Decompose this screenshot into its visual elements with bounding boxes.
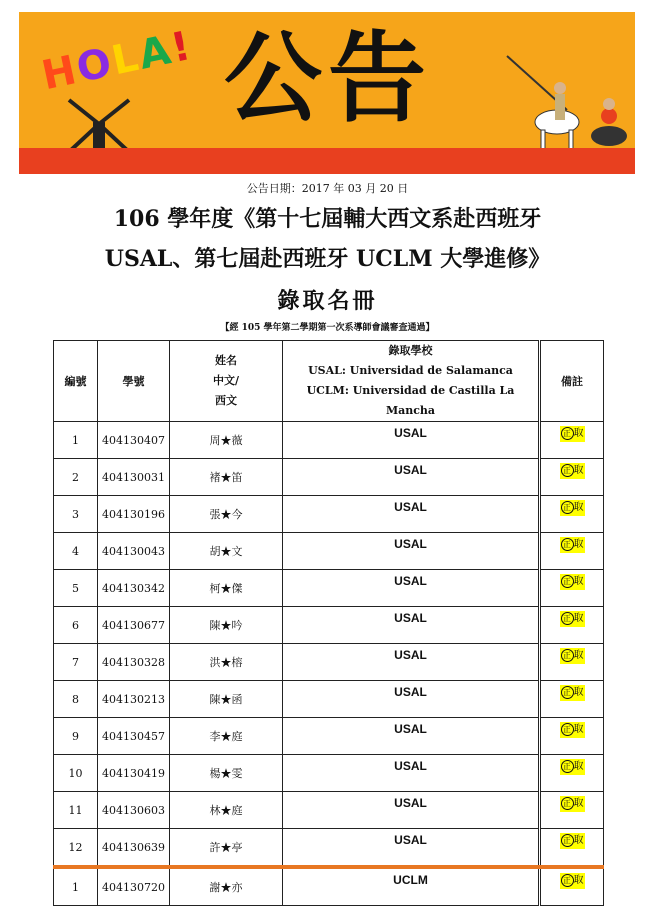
remark-text: 取: [573, 465, 584, 476]
admitted-badge: [560, 873, 585, 889]
table-row: [54, 755, 604, 792]
banner-red-band: [19, 148, 635, 174]
table-row: [54, 496, 604, 533]
row-remark: [540, 570, 604, 607]
row-remark: [540, 459, 604, 496]
circled-char-icon: 正: [561, 501, 574, 514]
row-number: 12: [54, 829, 98, 868]
circled-char-icon: 正: [561, 464, 574, 477]
row-number: 1: [54, 867, 98, 906]
row-name: 張★今: [170, 496, 283, 533]
page-title-line3: 錄取名冊: [277, 288, 378, 314]
table-header-row: [54, 341, 604, 422]
remark-text: 取: [573, 502, 584, 513]
row-name: 周★薇: [170, 422, 283, 459]
row-remark: [540, 533, 604, 570]
row-student-id: 404130407: [98, 422, 170, 459]
table-row: [54, 422, 604, 459]
row-school: USAL: [283, 607, 540, 644]
admitted-badge: [560, 537, 585, 553]
remark-text: 取: [573, 835, 584, 846]
table-row: [54, 533, 604, 570]
row-name: 洪★榕: [170, 644, 283, 681]
circled-char-icon: 正: [561, 834, 574, 847]
row-number: 2: [54, 459, 98, 496]
table-row: [54, 829, 604, 868]
remark-text: 取: [573, 576, 584, 587]
admitted-badge: [560, 426, 585, 442]
header-school-line1: 錄取學校: [388, 344, 433, 357]
row-remark: [540, 607, 604, 644]
don-quixote-illustration: [497, 50, 635, 160]
row-student-id: 404130031: [98, 459, 170, 496]
header-name-line3: 西文: [215, 394, 237, 407]
circled-char-icon: 正: [561, 723, 574, 736]
circled-char-icon: 正: [561, 427, 574, 440]
row-name: 林★庭: [170, 792, 283, 829]
circled-char-icon: 正: [561, 686, 574, 699]
row-remark: [540, 422, 604, 459]
row-name: 柯★傑: [170, 570, 283, 607]
row-number: 1: [54, 422, 98, 459]
header-name: [170, 341, 283, 422]
row-remark: [540, 496, 604, 533]
header-student-id: 學號: [98, 341, 170, 422]
remark-text: 取: [573, 724, 584, 735]
row-remark: [540, 792, 604, 829]
row-name: 許★亭: [170, 829, 283, 868]
admitted-badge: [560, 648, 585, 664]
row-student-id: 404130603: [98, 792, 170, 829]
remark-text: 取: [573, 613, 584, 624]
row-school: USAL: [283, 829, 540, 868]
table-row: [54, 681, 604, 718]
row-name: 胡★文: [170, 533, 283, 570]
circled-char-icon: 正: [561, 649, 574, 662]
row-school: USAL: [283, 422, 540, 459]
row-student-id: 404130043: [98, 533, 170, 570]
remark-text: 取: [573, 539, 584, 550]
admitted-badge: [560, 796, 585, 812]
row-student-id: 404130720: [98, 867, 170, 906]
row-name: 李★庭: [170, 718, 283, 755]
table-row: [54, 718, 604, 755]
row-school: USAL: [283, 755, 540, 792]
row-name: 謝★亦: [170, 867, 283, 906]
row-name: 楊★雯: [170, 755, 283, 792]
circled-char-icon: 正: [561, 538, 574, 551]
row-remark: [540, 867, 604, 906]
admission-list-table: [53, 340, 604, 906]
admitted-badge: [560, 759, 585, 775]
row-name: 陳★吟: [170, 607, 283, 644]
row-student-id: 404130213: [98, 681, 170, 718]
row-number: 11: [54, 792, 98, 829]
row-number: 3: [54, 496, 98, 533]
admitted-badge: [560, 574, 585, 590]
row-number: 9: [54, 718, 98, 755]
remark-text: 取: [573, 687, 584, 698]
row-student-id: 404130328: [98, 644, 170, 681]
admitted-badge: [560, 463, 585, 479]
row-number: 6: [54, 607, 98, 644]
table-row: [54, 607, 604, 644]
row-name: 陳★函: [170, 681, 283, 718]
announcement-banner: [19, 12, 635, 174]
table-row: [54, 867, 604, 906]
header-school-line2: USAL: Universidad de Salamanca: [308, 364, 513, 377]
header-school-line3: UCLM: Universidad de Castilla La Mancha: [306, 384, 515, 417]
row-school: USAL: [283, 681, 540, 718]
announcement-date: 公告日期：2017 年 03 月 20 日: [246, 182, 409, 195]
admitted-badge: [560, 833, 585, 849]
circled-char-icon: 正: [561, 760, 574, 773]
row-school: UCLM: [283, 867, 540, 906]
remark-text: 取: [573, 428, 584, 439]
row-school: USAL: [283, 792, 540, 829]
row-number: 7: [54, 644, 98, 681]
circled-char-icon: 正: [561, 612, 574, 625]
admitted-badge: [560, 611, 585, 627]
row-name: 褚★笛: [170, 459, 283, 496]
circled-char-icon: 正: [561, 797, 574, 810]
circled-char-icon: 正: [561, 575, 574, 588]
banner-title: 公告: [224, 22, 433, 136]
table-row: [54, 459, 604, 496]
approval-note: 【經 105 學年第二學期第一次系導師會議審查通過】: [220, 323, 435, 333]
remark-text: 取: [573, 761, 584, 772]
row-number: 4: [54, 533, 98, 570]
table-row: [54, 570, 604, 607]
row-remark: [540, 829, 604, 868]
row-remark: [540, 755, 604, 792]
header-number: 編號: [54, 341, 98, 422]
row-student-id: 404130639: [98, 829, 170, 868]
row-remark: [540, 681, 604, 718]
row-number: 8: [54, 681, 98, 718]
page-title-line2: USAL、第七屆赴西班牙 UCLM 大學進修》: [104, 246, 551, 272]
row-student-id: 404130419: [98, 755, 170, 792]
row-school: USAL: [283, 459, 540, 496]
row-student-id: 404130196: [98, 496, 170, 533]
row-student-id: 404130342: [98, 570, 170, 607]
row-remark: [540, 718, 604, 755]
table-row: [54, 644, 604, 681]
table-row: [54, 792, 604, 829]
header-name-line1: 姓名: [215, 354, 237, 367]
remark-text: 取: [573, 798, 584, 809]
row-number: 5: [54, 570, 98, 607]
header-name-line2: 中文/: [212, 374, 240, 387]
row-school: USAL: [283, 644, 540, 681]
page-title-line1: 106 學年度《第十七屆輔大西文系赴西班牙: [113, 206, 542, 232]
remark-text: 取: [573, 650, 584, 661]
header-remark: 備註: [540, 341, 604, 422]
row-school: USAL: [283, 533, 540, 570]
remark-text: 取: [573, 875, 584, 886]
row-student-id: 404130677: [98, 607, 170, 644]
row-remark: [540, 644, 604, 681]
admitted-badge: [560, 722, 585, 738]
row-student-id: 404130457: [98, 718, 170, 755]
row-school: USAL: [283, 496, 540, 533]
admitted-badge: [560, 685, 585, 701]
row-school: USAL: [283, 570, 540, 607]
row-school: USAL: [283, 718, 540, 755]
hola-sign-illustration: HOLA!: [37, 22, 197, 100]
header-school: [283, 341, 540, 422]
admitted-badge: [560, 500, 585, 516]
circled-char-icon: 正: [561, 874, 574, 887]
row-number: 10: [54, 755, 98, 792]
